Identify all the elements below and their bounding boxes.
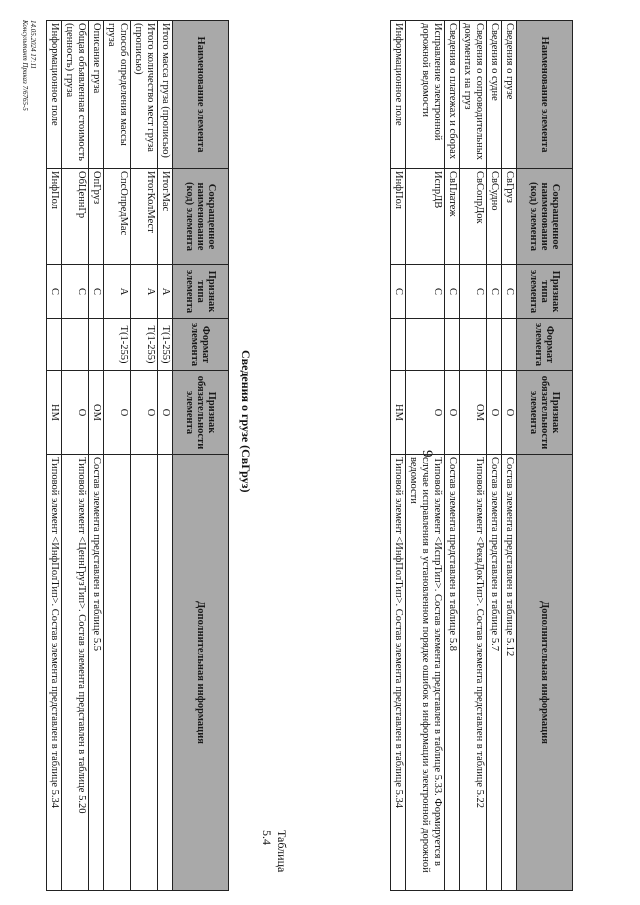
cell-name: Исправление электронной дорожной ведомости: [406, 21, 445, 169]
header-code: Сокращенное наименование (код) элемента: [517, 169, 573, 265]
header-format: Формат элемента: [173, 319, 229, 371]
header-format: Формат элемента: [517, 319, 573, 371]
table-row: [158, 21, 173, 891]
table-header-row: [173, 21, 229, 891]
cell-code: ИспрДВ: [406, 169, 445, 265]
table-row: [47, 21, 62, 891]
cell-info: Типовой элемент <ИспрТип>. Состав элемента представлен в таблице 5.33. Формируется в случае исправления в установленном порядке ошибок в информации электронной дорожной ведомости: [406, 455, 445, 891]
table-row: [62, 21, 89, 891]
cell-name: Сведения о сопроводительных документах на груз: [460, 21, 487, 169]
cell-format: [62, 319, 89, 371]
cell-name: Сведения о платежах и сборах: [445, 21, 460, 169]
elements-table-2: [46, 20, 229, 891]
cell-format: Т(1-255): [158, 319, 173, 371]
table-header-row: [517, 21, 573, 891]
cell-code: СвПлатеж: [445, 169, 460, 265]
cell-type: С: [391, 265, 406, 319]
cell-required: О: [158, 371, 173, 455]
cell-required: О: [406, 371, 445, 455]
table-row: [460, 21, 487, 891]
cell-required: О: [445, 371, 460, 455]
cell-info: [104, 455, 131, 891]
header-required: Признак обязательности элемента: [517, 371, 573, 455]
cell-code: СпсОпредМас: [104, 169, 131, 265]
header-type: Признак типа элемента: [517, 265, 573, 319]
cell-format: [406, 319, 445, 371]
cell-info: Состав элемента представлен в таблице 5.8: [445, 455, 460, 891]
cell-required: О: [104, 371, 131, 455]
cell-code: СвСопрДок: [460, 169, 487, 265]
cell-format: [502, 319, 517, 371]
cell-type: С: [89, 265, 104, 319]
cell-type: С: [502, 265, 517, 319]
cell-required: НМ: [391, 371, 406, 455]
cell-name: Описание груза: [89, 21, 104, 169]
cell-type: С: [460, 265, 487, 319]
cell-info: Состав элемента представлен в таблице 5.5: [89, 455, 104, 891]
rotated-page-content: [21, 20, 585, 890]
table-row: [406, 21, 445, 891]
cell-format: [391, 319, 406, 371]
cell-type: С: [445, 265, 460, 319]
cell-name: Способ определения массы груза: [104, 21, 131, 169]
header-name: Наименование элемента: [173, 21, 229, 169]
cell-format: [89, 319, 104, 371]
print-footer: [21, 20, 37, 111]
cell-name: Итого масса груза (прописью): [158, 21, 173, 169]
cell-info: Типовой элемент <ИнфПолТип>. Состав элемента представлен в таблице 5.34: [47, 455, 62, 891]
table-row: [487, 21, 502, 891]
header-name: Наименование элемента: [517, 21, 573, 169]
cell-format: [487, 319, 502, 371]
header-info: Дополнительная информация: [517, 455, 573, 891]
cell-info: Состав элемента представлен в таблице 5.7: [487, 455, 502, 891]
cell-info: Типовой элемент <ИнфПолТип>. Состав элемента представлен в таблице 5.34: [391, 455, 406, 891]
cell-type: С: [487, 265, 502, 319]
cell-required: О: [487, 371, 502, 455]
cell-type: А: [131, 265, 158, 319]
cell-type: С: [62, 265, 89, 319]
cell-format: Т(1-255): [104, 319, 131, 371]
cell-required: ОМ: [89, 371, 104, 455]
cell-format: [47, 319, 62, 371]
table-row: [445, 21, 460, 891]
cell-code: ОбЦеннГр: [62, 169, 89, 265]
elements-table-1: [390, 20, 573, 891]
table-row: [502, 21, 517, 891]
cell-name: Сведения о грузе: [502, 21, 517, 169]
cell-format: Т(1-255): [131, 319, 158, 371]
cell-type: А: [104, 265, 131, 319]
cell-type: С: [47, 265, 62, 319]
cell-required: НМ: [47, 371, 62, 455]
cell-required: О: [62, 371, 89, 455]
footer-timestamp: 14.05.2024 17:11: [29, 20, 37, 70]
footer-stamp: Консультант Приказ 7/6765-5: [21, 20, 29, 111]
table-row: [104, 21, 131, 891]
table-row: [89, 21, 104, 891]
cell-code: ИнфПол: [391, 169, 406, 265]
cell-info: Типовой элемент <ЦеннГрузТип>. Состав элемента представлен в таблице 5.20: [62, 455, 89, 891]
document-page: [20, 10, 624, 900]
header-required: Признак обязательности элемента: [173, 371, 229, 455]
cell-code: ИтогКолМест: [131, 169, 158, 265]
cell-format: [460, 319, 487, 371]
header-code: Сокращенное наименование (код) элемента: [173, 169, 229, 265]
cell-type: А: [158, 265, 173, 319]
cell-type: С: [406, 265, 445, 319]
cell-info: [158, 455, 173, 891]
page-number: 9: [419, 450, 435, 458]
cell-code: ОпГруз: [89, 169, 104, 265]
cell-code: СвСудно: [487, 169, 502, 265]
cell-required: О: [502, 371, 517, 455]
table-row: [131, 21, 158, 891]
cell-format: [445, 319, 460, 371]
cell-name: Информационное поле: [47, 21, 62, 169]
cell-required: ОМ: [460, 371, 487, 455]
cell-name: Информационное поле: [391, 21, 406, 169]
cell-code: ИнфПол: [47, 169, 62, 265]
cell-info: Типовой элемент <РеквДокТип>. Состав элемента представлен в таблице 5.22: [460, 455, 487, 891]
cell-name: Сведения о судне: [487, 21, 502, 169]
table-label: Таблица 5.4: [260, 830, 289, 873]
cell-code: ИтогМас: [158, 169, 173, 265]
cell-info: [131, 455, 158, 891]
cell-required: О: [131, 371, 158, 455]
header-info: Дополнительная информация: [173, 455, 229, 891]
header-type: Признак типа элемента: [173, 265, 229, 319]
cell-code: СвГруз: [502, 169, 517, 265]
cell-name: Общая объявленная стоимость (ценность) груза: [62, 21, 89, 169]
table-row: [391, 21, 406, 891]
table-caption: Сведения о грузе (СвГруз): [239, 350, 253, 493]
cell-name: Итого количество мест груза (прописью): [131, 21, 158, 169]
cell-info: Состав элемента представлен в таблице 5.12: [502, 455, 517, 891]
